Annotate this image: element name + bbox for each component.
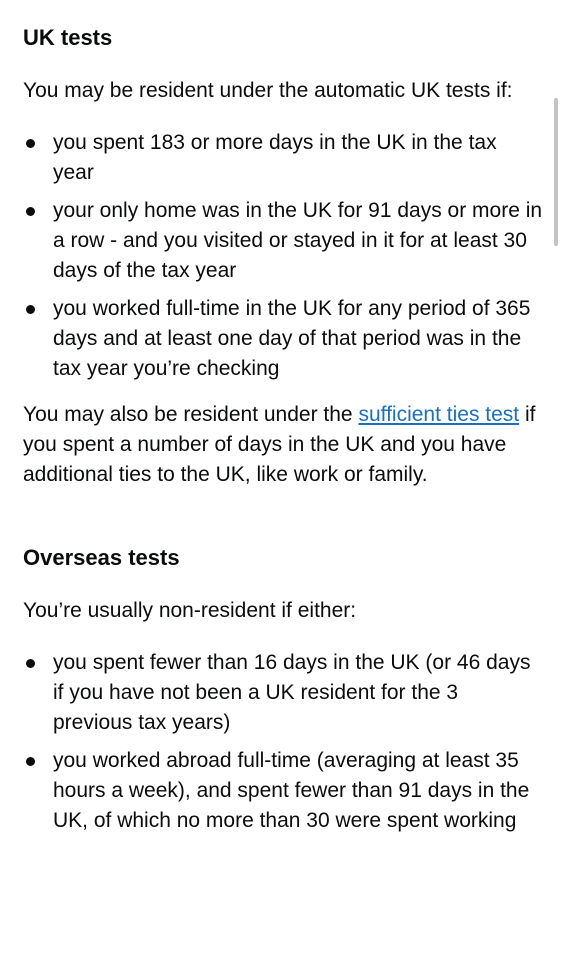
overseas-tests-list [23, 648, 543, 836]
uk-tests-intro: You may be resident under the automatic UK tests if: [23, 79, 513, 102]
scrollbar[interactable] [554, 98, 558, 246]
overseas-tests-heading: Overseas tests [23, 545, 180, 570]
list-item-text: your only home was in the UK for 91 days or more in a row - and you visited or stayed in it for at least 30 days of the tax year [53, 199, 543, 282]
list-item [23, 128, 543, 188]
list-item-text: you spent fewer than 16 days in the UK (or 46 days if you have not been a UK resident for the 3 previous tax years) [53, 651, 531, 734]
list-item [23, 746, 543, 836]
bullet-icon [26, 757, 35, 766]
main-content [23, 0, 543, 844]
list-item [23, 294, 543, 384]
bullet-icon [26, 139, 35, 148]
sufficient-ties-paragraph [23, 400, 543, 490]
sufficient-ties-test-link[interactable]: sufficient ties test [358, 403, 520, 426]
list-item [23, 196, 543, 286]
list-item-text: you worked abroad full-time (averaging at least 35 hours a week), and spent fewer than 91 days in the UK, of which no more than 30 were spent working [53, 749, 530, 832]
bullet-icon [26, 659, 35, 668]
list-item-text: you spent 183 or more days in the UK in the tax year [53, 131, 497, 184]
uk-tests-heading: UK tests [23, 25, 113, 50]
list-item-text: you worked full-time in the UK for any period of 365 days and at least one day of that period was in the tax year you’re checking [53, 297, 531, 380]
uk-tests-list [23, 128, 543, 384]
bullet-icon [26, 305, 35, 314]
overseas-tests-intro: You’re usually non-resident if either: [23, 599, 357, 622]
sufficient-ties-text-after: if you spent a number of days in the UK and you have additional ties to the UK, like work or family. [23, 403, 536, 486]
bullet-icon [26, 207, 35, 216]
list-item [23, 648, 543, 738]
sufficient-ties-text-before: You may also be resident under the [23, 403, 359, 426]
